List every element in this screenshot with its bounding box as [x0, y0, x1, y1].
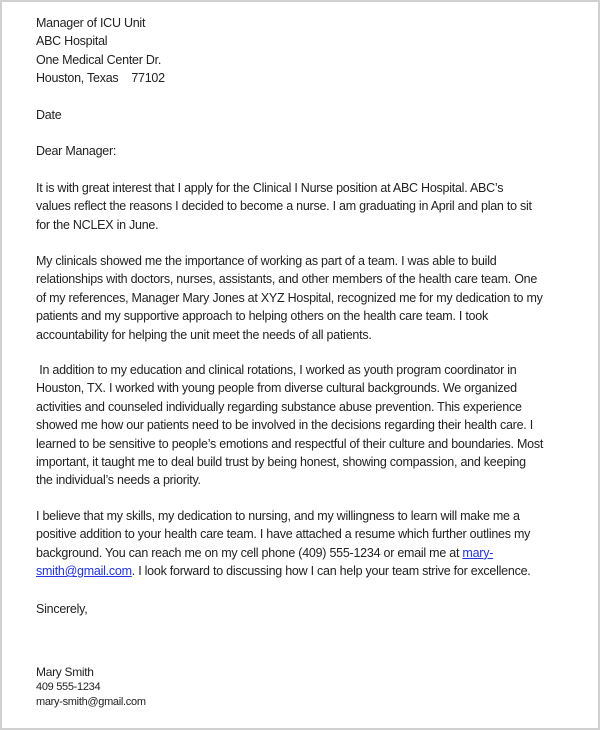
salutation: Dear Manager: — [36, 144, 117, 158]
signature-block — [36, 665, 146, 710]
text-segment: background. You can reach me on my cell phone (409) 555-1234 or email me at — [36, 545, 463, 560]
text-line: showed me how our patients need to be involved in the decisions regarding their health care. I — [36, 418, 533, 433]
closing: Sincerely, — [36, 602, 88, 616]
text-line — [36, 544, 531, 562]
text-line: positive addition to your health care team. I have attached a resume which further outlines my — [36, 527, 531, 542]
text-line: important, it taught me to deal build trust by being honest, showing compassion, and keeping — [36, 454, 526, 469]
text-line: for the NCLEX in June. — [36, 217, 159, 232]
text-line — [36, 562, 531, 580]
text-line: relationships with doctors, nurses, assistants, and other members of the health care team. One — [36, 272, 538, 287]
text-line: accountability for helping the unit meet the needs of all patients. — [36, 327, 372, 342]
text-line: patients and my supportive approach to helping others on the health care team. I took — [36, 309, 488, 324]
signature-name: Mary Smith — [36, 665, 94, 679]
signature-phone: 409 555-1234 — [36, 681, 101, 693]
email-link[interactable]: smith@gmail.com — [36, 564, 132, 579]
recipient-line: One Medical Center Dr. — [36, 52, 162, 67]
paragraph-1 — [36, 179, 532, 234]
text-line: In addition to my education and clinical rotations, I worked as youth program coordinator in — [36, 363, 517, 377]
text-line: values reflect the reasons I decided to become a nurse. I am graduating in April and plan to sit — [36, 199, 532, 214]
text-line: activities and counseled individually regarding substance abuse prevention. This experience — [36, 399, 522, 414]
paragraph-3 — [36, 361, 543, 490]
text-segment: . I look forward to discussing how I can help your team strive for excellence. — [131, 564, 531, 579]
signature-email: mary-smith@gmail.com — [36, 696, 146, 708]
recipient-line: Houston, Texas 77102 — [36, 71, 165, 86]
text-line: I believe that my skills, my dedication to nursing, and my willingness to learn will make me a — [36, 509, 520, 523]
paragraph-4 — [36, 507, 531, 581]
recipient-line: ABC Hospital — [36, 34, 108, 49]
recipient-address — [36, 14, 165, 88]
text-line: learned to be sensitive to people’s emotions and respectful of their culture and boundaries. Most — [36, 436, 544, 451]
paragraph-2 — [36, 252, 543, 344]
text-line: My clinicals showed me the importance of working as part of a team. I was able to build — [36, 254, 497, 268]
date: Date — [36, 108, 62, 122]
text-line: It is with great interest that I apply for the Clinical I Nurse position at ABC Hospital. ABC’s — [36, 181, 504, 195]
email-link[interactable]: mary- — [462, 545, 494, 560]
text-line: the individual’s needs a priority. — [36, 473, 201, 488]
text-line: Houston, TX. I worked with young people from diverse cultural backgrounds. We organized — [36, 381, 517, 396]
text-line: of my references, Manager Mary Jones at XYZ Hospital, recognized me for my dedication to my — [36, 290, 543, 305]
recipient-line: Manager of ICU Unit — [36, 16, 146, 30]
